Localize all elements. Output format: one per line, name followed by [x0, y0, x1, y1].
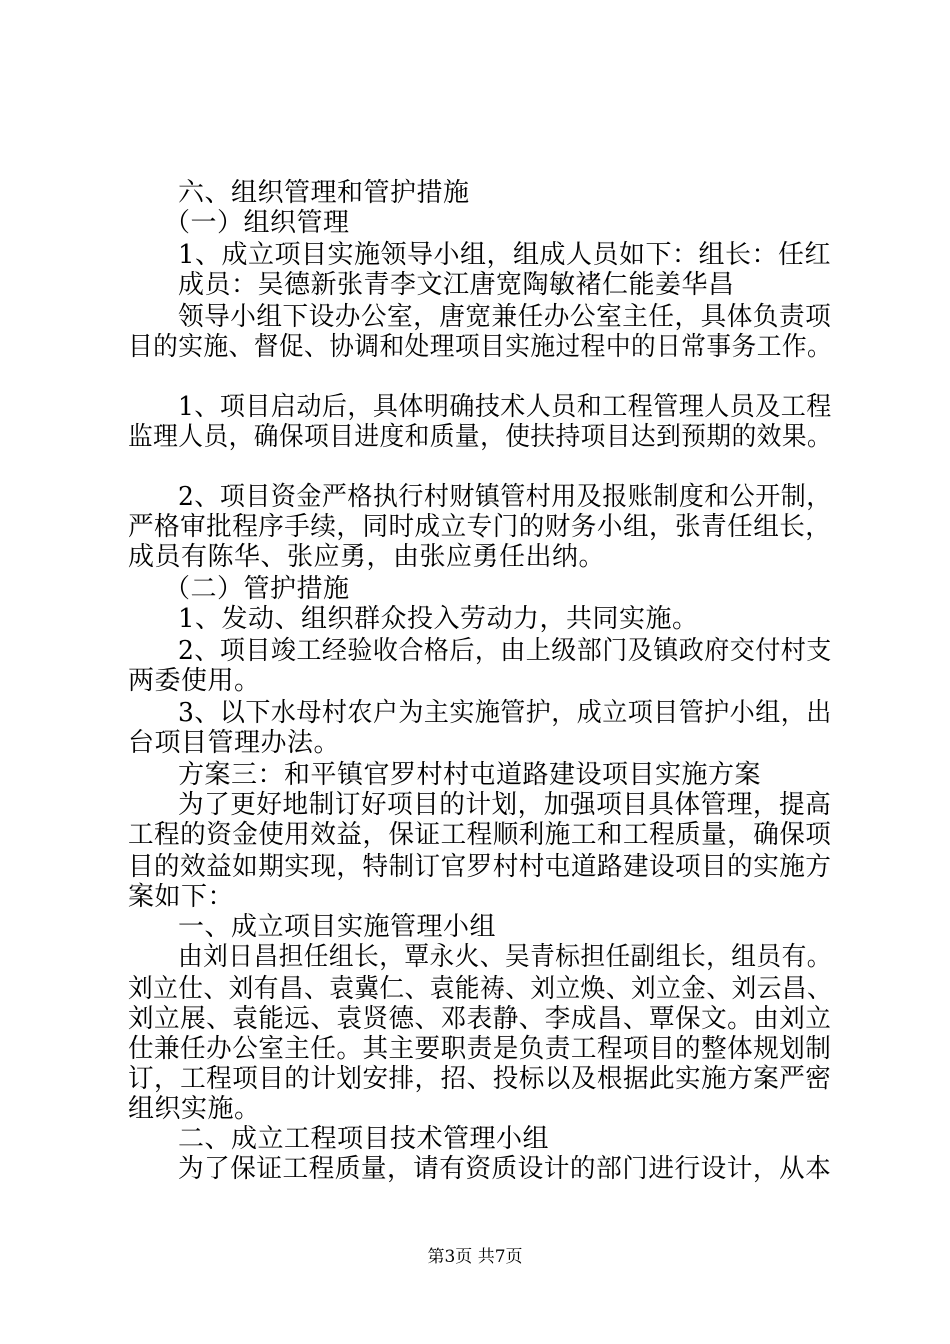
paragraph-line: 成员：吴德新张青李文江唐宽陶敏褚仁能姜华昌: [178, 270, 735, 300]
paragraph-line: 两委使用。: [128, 666, 261, 696]
paragraph-line: 案如下：: [128, 882, 235, 912]
paragraph-line: 监理人员，确保项目进度和质量，使扶持项目达到预期的效果。: [128, 422, 833, 452]
section-heading: 一、成立项目实施管理小组: [178, 912, 497, 942]
paragraph-line: 工程的资金使用效益，保证工程顺利施工和工程质量，确保项: [128, 820, 832, 850]
paragraph-line: 1、成立项目实施领导小组，组成人员如下：组长：任红: [178, 240, 832, 270]
paragraph-line: 为了更好地制订好项目的计划，加强项目具体管理，提高: [178, 790, 832, 820]
subsection-heading: （一）组织管理: [164, 208, 350, 238]
paragraph-line: 1、项目启动后，具体明确技术人员和工程管理人员及工程: [178, 392, 832, 422]
paragraph-line: 目的实施、督促、协调和处理项目实施过程中的日常事务工作。: [128, 332, 833, 362]
paragraph-line: 2、项目竣工经验收合格后，由上级部门及镇政府交付村支: [178, 636, 832, 666]
subsection-heading: （二）管护措施: [164, 574, 350, 604]
paragraph-line: 严格审批程序手续，同时成立专门的财务小组，张青任组长，: [128, 512, 832, 542]
section-heading: 六、组织管理和管护措施: [178, 178, 470, 208]
paragraph-line: 由刘日昌担任组长，覃永火、吴青标担任副组长，组员有。: [178, 942, 832, 972]
plan-title: 方案三：和平镇官罗村村屯道路建设项目实施方案: [178, 760, 762, 790]
paragraph-line: 仕兼任办公室主任。其主要职责是负责工程项目的整体规划制: [128, 1034, 832, 1064]
paragraph-line: 组织实施。: [128, 1094, 261, 1124]
paragraph-line: 3、以下水母村农户为主实施管护，成立项目管护小组，出: [178, 698, 832, 728]
paragraph-line: 刘立展、袁能远、袁贤德、邓表静、李成昌、覃保文。由刘立: [128, 1004, 832, 1034]
paragraph-line: 为了保证工程质量，请有资质设计的部门进行设计，从本: [178, 1154, 832, 1184]
paragraph-line: 刘立仕、刘有昌、袁冀仁、袁能祷、刘立焕、刘立金、刘云昌、: [128, 974, 833, 1004]
paragraph-line: 台项目管理办法。: [128, 728, 341, 758]
paragraph-line: 领导小组下设办公室，唐宽兼任办公室主任，具体负责项: [178, 302, 832, 332]
paragraph-line: 2、项目资金严格执行村财镇管村用及报账制度和公开制，: [178, 482, 832, 512]
page-footer: 第3页 共7页: [427, 1247, 523, 1267]
paragraph-line: 1、发动、组织群众投入劳动力，共同实施。: [178, 604, 699, 634]
paragraph-line: 成员有陈华、张应勇，由张应勇任出纳。: [128, 542, 606, 572]
paragraph-line: 订，工程项目的计划安排，招、投标以及根据此实施方案严密: [128, 1064, 832, 1094]
section-heading: 二、成立工程项目技术管理小组: [178, 1124, 550, 1154]
paragraph-line: 目的效益如期实现，特制订官罗村村屯道路建设项目的实施方: [128, 852, 832, 882]
